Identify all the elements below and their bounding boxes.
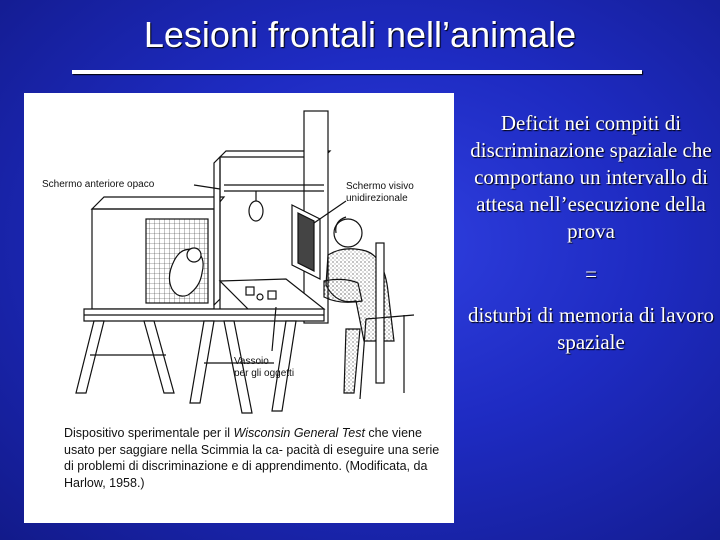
side-text — [466, 110, 716, 356]
tray-label-line2: per gli oggetti — [234, 368, 295, 379]
equals-sign: = — [585, 262, 597, 286]
caption-test-name: Wisconsin General Test — [233, 426, 365, 440]
tray-label-line1: Vassoio — [234, 356, 269, 367]
caption-part3: che viene usato per saggiare nella Scimmia la ca- — [64, 426, 422, 457]
title-underline — [72, 70, 642, 74]
front-screen-label: Schermo anteriore opaco — [42, 179, 155, 190]
caption-part4: pacità di eseguire una serie di problemi di discriminazione — [64, 442, 440, 473]
one-way-screen-label-line2: unidirezionale — [346, 193, 408, 204]
figure-caption — [64, 425, 444, 491]
slide-title: Lesioni frontali nell’animale — [143, 14, 577, 55]
caption-part1: Dispositivo sperimentale per il — [64, 426, 234, 440]
caption-part5: e di apprendimento. (Modificata, da Harlow, 1958.) — [64, 459, 428, 490]
one-way-screen-label-line1: Schermo visivo — [346, 181, 414, 192]
deficit-paragraph: Deficit nei compiti di discriminazione spaziale che comportano un intervallo di attesa nell’esecuzione della prova — [470, 111, 712, 243]
apparatus-figure — [24, 93, 454, 523]
memory-paragraph: disturbi di memoria di lavoro spaziale — [467, 303, 715, 354]
